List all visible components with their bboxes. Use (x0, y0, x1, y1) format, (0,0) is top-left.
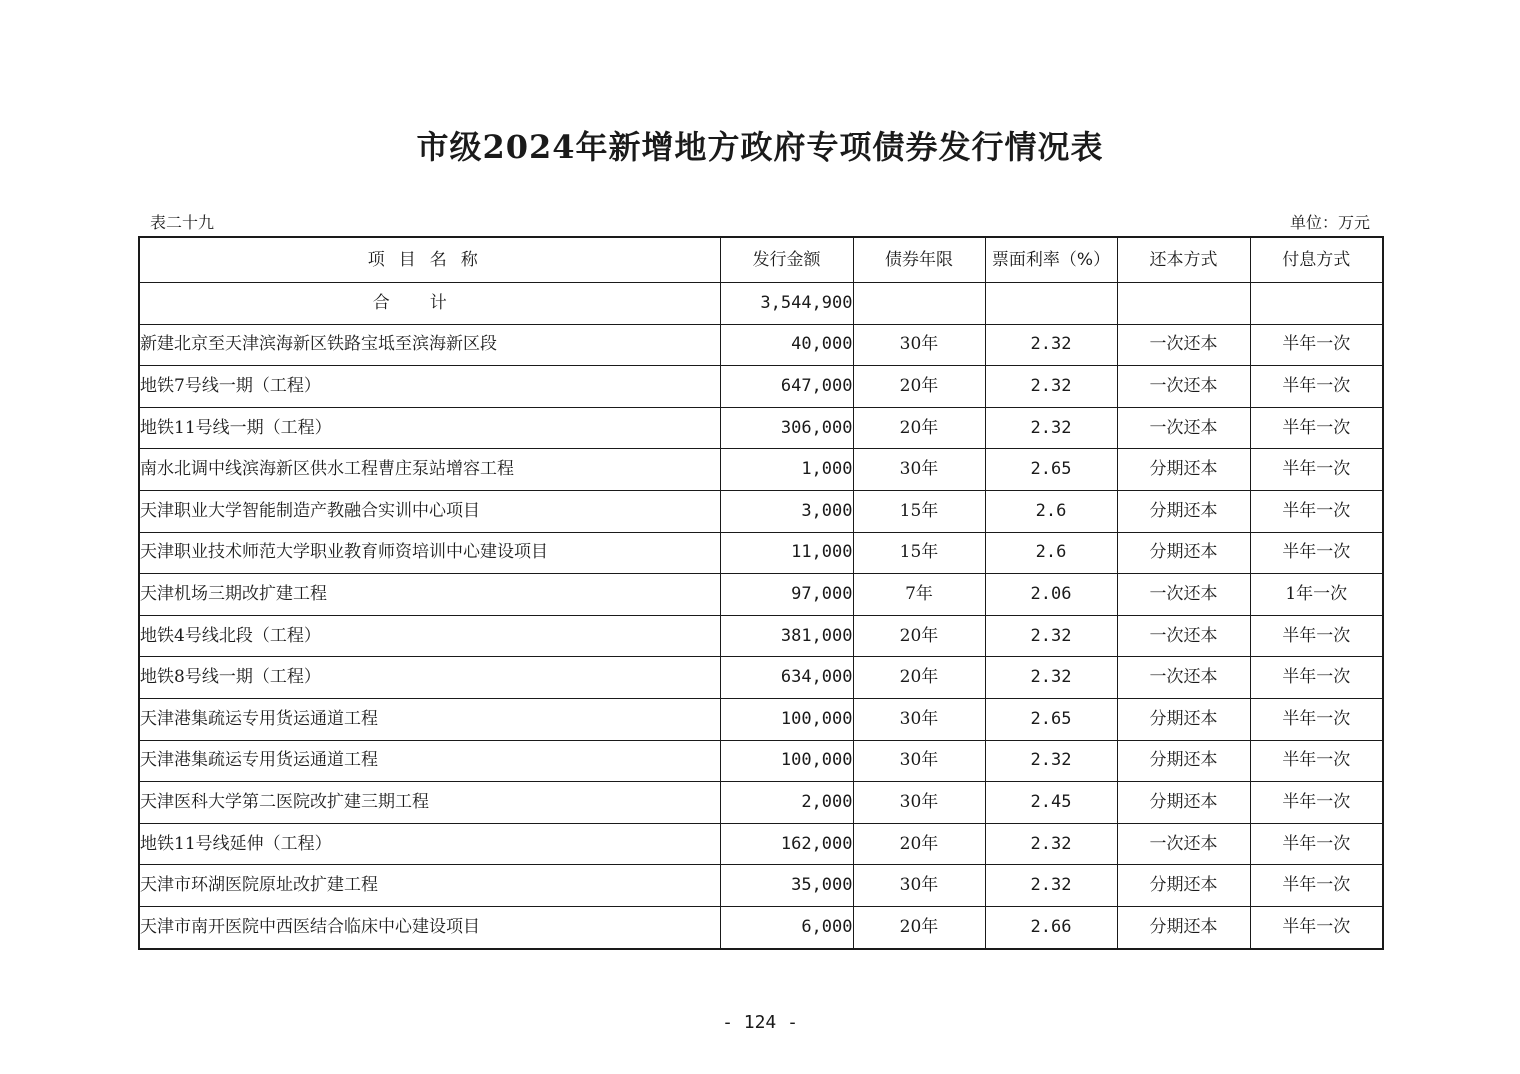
amount-cell: 6,000 (720, 906, 853, 948)
repayment-cell: 分期还本 (1117, 782, 1250, 824)
table-row (139, 698, 1383, 740)
term-cell: 30年 (853, 740, 985, 782)
interest-cell: 半年一次 (1250, 366, 1383, 408)
amount-cell: 381,000 (720, 615, 853, 657)
project-name-cell: 天津职业技术师范大学职业教育师资培训中心建设项目 (139, 532, 720, 574)
rate-cell: 2.32 (985, 615, 1117, 657)
header-term: 债券年限 (853, 237, 985, 283)
table-row (139, 449, 1383, 491)
table-row (139, 657, 1383, 699)
table-row (139, 865, 1383, 907)
total-term-empty (853, 283, 985, 325)
table-row (139, 532, 1383, 574)
term-cell: 30年 (853, 449, 985, 491)
term-cell: 30年 (853, 865, 985, 907)
interest-cell: 半年一次 (1250, 532, 1383, 574)
interest-cell: 半年一次 (1250, 324, 1383, 366)
rate-cell: 2.06 (985, 574, 1117, 616)
table-row (139, 782, 1383, 824)
header-rate: 票面利率（%） (985, 237, 1117, 283)
repayment-cell: 一次还本 (1117, 574, 1250, 616)
repayment-cell: 分期还本 (1117, 449, 1250, 491)
term-cell: 30年 (853, 324, 985, 366)
interest-cell: 半年一次 (1250, 782, 1383, 824)
repayment-cell: 一次还本 (1117, 657, 1250, 699)
interest-cell: 半年一次 (1250, 615, 1383, 657)
header-interest: 付息方式 (1250, 237, 1383, 283)
rate-cell: 2.45 (985, 782, 1117, 824)
repayment-cell: 一次还本 (1117, 407, 1250, 449)
amount-cell: 647,000 (720, 366, 853, 408)
table-label: 表二十九 (150, 213, 215, 232)
table-row (139, 407, 1383, 449)
project-name-cell: 天津港集疏运专用货运通道工程 (139, 698, 720, 740)
table-row (139, 574, 1383, 616)
interest-cell: 半年一次 (1250, 449, 1383, 491)
repayment-cell: 分期还本 (1117, 490, 1250, 532)
rate-cell: 2.65 (985, 449, 1117, 491)
project-name-cell: 天津港集疏运专用货运通道工程 (139, 740, 720, 782)
page-title: 市级2024年新增地方政府专项债券发行情况表 (416, 128, 1104, 166)
repayment-cell: 分期还本 (1117, 740, 1250, 782)
project-name-cell: 南水北调中线滨海新区供水工程曹庄泵站增容工程 (139, 449, 720, 491)
term-cell: 15年 (853, 532, 985, 574)
repayment-cell: 一次还本 (1117, 615, 1250, 657)
amount-cell: 40,000 (720, 324, 853, 366)
amount-cell: 100,000 (720, 740, 853, 782)
rate-cell: 2.66 (985, 906, 1117, 948)
amount-cell: 162,000 (720, 823, 853, 865)
rate-cell: 2.6 (985, 490, 1117, 532)
rate-cell: 2.32 (985, 324, 1117, 366)
repayment-cell: 分期还本 (1117, 532, 1250, 574)
header-repayment: 还本方式 (1117, 237, 1250, 283)
term-cell: 20年 (853, 823, 985, 865)
interest-cell: 1年一次 (1250, 574, 1383, 616)
total-amount: 3,544,900 (720, 283, 853, 325)
repayment-cell: 一次还本 (1117, 823, 1250, 865)
header-amount: 发行金额 (720, 237, 853, 283)
project-name-cell: 天津市环湖医院原址改扩建工程 (139, 865, 720, 907)
project-name-cell: 天津医科大学第二医院改扩建三期工程 (139, 782, 720, 824)
rate-cell: 2.32 (985, 407, 1117, 449)
term-cell: 7年 (853, 574, 985, 616)
table-row (139, 615, 1383, 657)
rate-cell: 2.32 (985, 740, 1117, 782)
total-repayment-empty (1117, 283, 1250, 325)
project-name-cell: 地铁8号线一期（工程） (139, 657, 720, 699)
unit-label: 单位：万元 (1289, 213, 1370, 232)
total-label: 合计 (139, 283, 720, 325)
term-cell: 20年 (853, 366, 985, 408)
total-rate-empty (985, 283, 1117, 325)
rate-cell: 2.6 (985, 532, 1117, 574)
amount-cell: 2,000 (720, 782, 853, 824)
term-cell: 30年 (853, 782, 985, 824)
page-number: - 124 - (722, 1012, 798, 1033)
project-name-cell: 天津机场三期改扩建工程 (139, 574, 720, 616)
amount-cell: 35,000 (720, 865, 853, 907)
term-cell: 20年 (853, 657, 985, 699)
repayment-cell: 一次还本 (1117, 324, 1250, 366)
table-row (139, 490, 1383, 532)
project-name-cell: 地铁4号线北段（工程） (139, 615, 720, 657)
interest-cell: 半年一次 (1250, 407, 1383, 449)
interest-cell: 半年一次 (1250, 865, 1383, 907)
table-row (139, 740, 1383, 782)
table-header-row (139, 237, 1383, 283)
amount-cell: 3,000 (720, 490, 853, 532)
table-row (139, 324, 1383, 366)
rate-cell: 2.32 (985, 366, 1117, 408)
amount-cell: 97,000 (720, 574, 853, 616)
bond-issuance-table (138, 236, 1384, 950)
rate-cell: 2.65 (985, 698, 1117, 740)
project-name-cell: 地铁7号线一期（工程） (139, 366, 720, 408)
interest-cell: 半年一次 (1250, 657, 1383, 699)
table-row (139, 823, 1383, 865)
term-cell: 20年 (853, 906, 985, 948)
interest-cell: 半年一次 (1250, 906, 1383, 948)
repayment-cell: 分期还本 (1117, 698, 1250, 740)
total-interest-empty (1250, 283, 1383, 325)
repayment-cell: 分期还本 (1117, 865, 1250, 907)
rate-cell: 2.32 (985, 823, 1117, 865)
project-name-cell: 新建北京至天津滨海新区铁路宝坻至滨海新区段 (139, 324, 720, 366)
amount-cell: 100,000 (720, 698, 853, 740)
rate-cell: 2.32 (985, 657, 1117, 699)
table-row (139, 906, 1383, 948)
amount-cell: 1,000 (720, 449, 853, 491)
repayment-cell: 分期还本 (1117, 906, 1250, 948)
term-cell: 15年 (853, 490, 985, 532)
header-project-name: 项目名称 (139, 237, 720, 283)
interest-cell: 半年一次 (1250, 823, 1383, 865)
interest-cell: 半年一次 (1250, 740, 1383, 782)
total-row (139, 283, 1383, 325)
table-row (139, 366, 1383, 408)
project-name-cell: 地铁11号线延伸（工程） (139, 823, 720, 865)
amount-cell: 306,000 (720, 407, 853, 449)
rate-cell: 2.32 (985, 865, 1117, 907)
interest-cell: 半年一次 (1250, 698, 1383, 740)
amount-cell: 634,000 (720, 657, 853, 699)
term-cell: 20年 (853, 407, 985, 449)
project-name-cell: 天津职业大学智能制造产教融合实训中心项目 (139, 490, 720, 532)
project-name-cell: 天津市南开医院中西医结合临床中心建设项目 (139, 906, 720, 948)
amount-cell: 11,000 (720, 532, 853, 574)
repayment-cell: 一次还本 (1117, 366, 1250, 408)
interest-cell: 半年一次 (1250, 490, 1383, 532)
term-cell: 30年 (853, 698, 985, 740)
term-cell: 20年 (853, 615, 985, 657)
project-name-cell: 地铁11号线一期（工程） (139, 407, 720, 449)
